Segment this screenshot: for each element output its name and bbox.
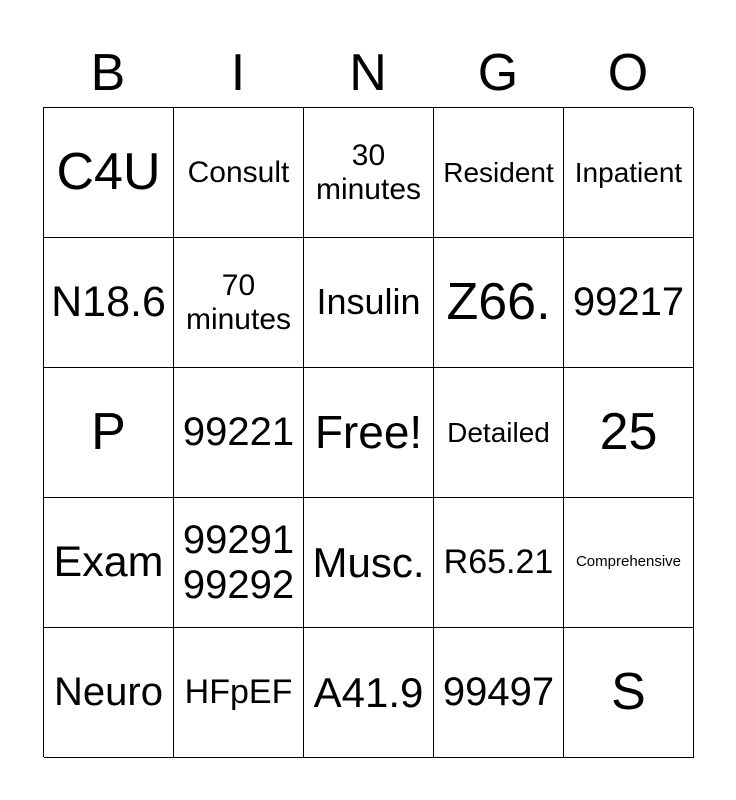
bingo-cell[interactable]: R65.21 [434, 498, 564, 628]
bingo-board [43, 107, 693, 757]
bingo-cell[interactable]: C4U [44, 108, 174, 238]
free-space[interactable]: Free! [304, 368, 434, 498]
bingo-cell[interactable]: 70 minutes [174, 238, 304, 368]
bingo-cell[interactable]: S [564, 628, 694, 758]
bingo-cell[interactable]: 25 [564, 368, 694, 498]
bingo-cell[interactable]: Comprehensive [564, 498, 694, 628]
header-letter-i: I [230, 44, 246, 102]
bingo-cell[interactable]: N18.6 [44, 238, 174, 368]
bingo-cell[interactable]: Neuro [44, 628, 174, 758]
bingo-cell[interactable]: HFpEF [174, 628, 304, 758]
bingo-cell[interactable]: Detailed [434, 368, 564, 498]
bingo-cell[interactable]: A41.9 [304, 628, 434, 758]
bingo-cell[interactable]: Exam [44, 498, 174, 628]
bingo-cell[interactable]: 99217 [564, 238, 694, 368]
bingo-cell[interactable]: Resident [434, 108, 564, 238]
bingo-cell[interactable]: Musc. [304, 498, 434, 628]
bingo-cell[interactable]: Inpatient [564, 108, 694, 238]
header-letter-g: G [477, 44, 519, 102]
bingo-cell[interactable]: 30 minutes [304, 108, 434, 238]
bingo-cell[interactable]: Insulin [304, 238, 434, 368]
header-letter-b: B [90, 44, 126, 102]
bingo-cell[interactable]: 99291 99292 [174, 498, 304, 628]
header-letter-o: O [607, 44, 649, 102]
bingo-header [43, 40, 693, 106]
bingo-cell[interactable]: 99221 [174, 368, 304, 498]
bingo-cell[interactable]: Z66. [434, 238, 564, 368]
bingo-cell[interactable]: 99497 [434, 628, 564, 758]
bingo-cell[interactable]: P [44, 368, 174, 498]
bingo-cell[interactable]: Consult [174, 108, 304, 238]
header-letter-n: N [349, 44, 387, 102]
